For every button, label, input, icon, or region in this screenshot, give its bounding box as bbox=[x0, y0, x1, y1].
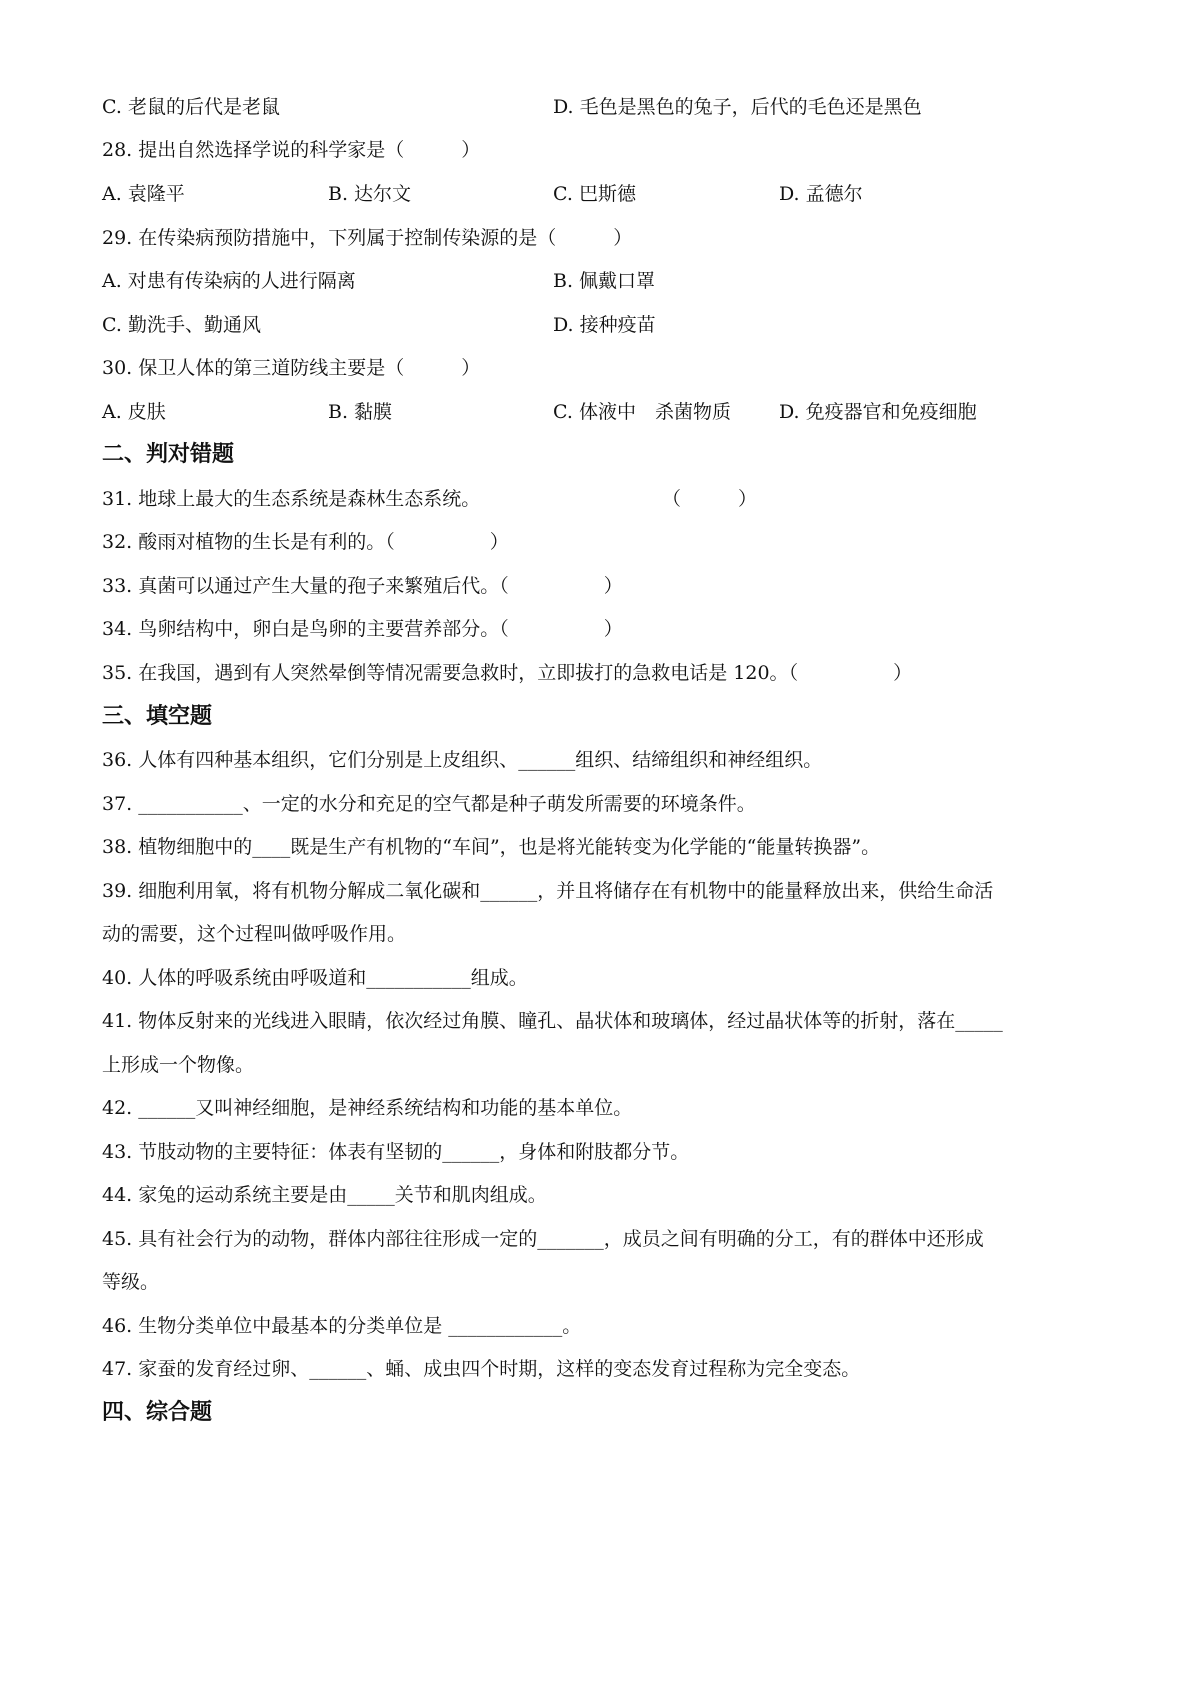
section-heading-true-false: 二、判对错题 bbox=[102, 442, 235, 467]
question-30-option-b: B. 黏膜 bbox=[328, 401, 393, 423]
question-30-stem: 30. 保卫人体的第三道防线主要是（ ） bbox=[102, 357, 481, 379]
question-29-option-b: B. 佩戴口罩 bbox=[553, 270, 656, 292]
question-35: 35. 在我国，遇到有人突然晕倒等情况需要急救时，立即拔打的急救电话是 120。（ ） bbox=[102, 662, 913, 684]
question-39-line-1: 39. 细胞利用氧，将有机物分解成二氧化碳和______，并且将储存在有机物中的能量释放出来，供给生命活 bbox=[102, 880, 994, 902]
option-c: C. 老鼠的后代是老鼠 bbox=[102, 96, 280, 118]
question-43: 43. 节肢动物的主要特征：体表有坚韧的______，身体和附肢都分节。 bbox=[102, 1141, 690, 1163]
question-37: 37. ___________、一定的水分和充足的空气都是种子萌发所需要的环境条件。 bbox=[102, 793, 756, 815]
question-28-option-c: C. 巴斯德 bbox=[553, 183, 636, 205]
question-45-line-1: 45. 具有社会行为的动物，群体内部往往形成一定的_______，成员之间有明确的分工，有的群体中还形成 bbox=[102, 1228, 984, 1250]
question-44: 44. 家兔的运动系统主要是由_____关节和肌肉组成。 bbox=[102, 1184, 547, 1206]
question-34: 34. 鸟卵结构中，卵白是鸟卵的主要营养部分。（ ） bbox=[102, 618, 623, 640]
question-28-option-b: B. 达尔文 bbox=[328, 183, 412, 205]
question-41-line-1: 41. 物体反射来的光线进入眼睛，依次经过角膜、瞳孔、晶状体和玻璃体，经过晶状体等的折射，落在_____ bbox=[102, 1010, 1003, 1032]
question-33: 33. 真菌可以通过产生大量的孢子来繁殖后代。（ ） bbox=[102, 575, 623, 597]
question-29-option-c: C. 勤洗手、勤通风 bbox=[102, 314, 261, 336]
section-heading-fill-in: 三、填空题 bbox=[102, 704, 213, 729]
question-38: 38. 植物细胞中的____既是生产有机物的“车间”，也是将光能转变为化学能的“能量转换器”。 bbox=[102, 836, 881, 858]
question-29-option-d: D. 接种疫苗 bbox=[553, 314, 656, 336]
question-28-option-d: D. 孟德尔 bbox=[779, 183, 863, 205]
question-29-option-a: A. 对患有传染病的人进行隔离 bbox=[102, 270, 356, 292]
question-41-line-2: 上形成一个物像。 bbox=[102, 1054, 255, 1076]
question-39-line-2: 动的需要，这个过程叫做呼吸作用。 bbox=[102, 923, 407, 945]
question-31: 31. 地球上最大的生态系统是森林生态系统。 bbox=[102, 488, 481, 510]
question-31-answer-paren: （ ） bbox=[662, 488, 758, 510]
question-46: 46. 生物分类单位中最基本的分类单位是 ____________。 bbox=[102, 1315, 582, 1337]
question-28-stem: 28. 提出自然选择学说的科学家是（ ） bbox=[102, 139, 481, 161]
question-30-option-a: A. 皮肤 bbox=[102, 401, 166, 423]
question-47: 47. 家蚕的发育经过卵、______、蛹、成虫四个时期，这样的变态发育过程称为完全变态。 bbox=[102, 1358, 861, 1380]
question-40: 40. 人体的呼吸系统由呼吸道和___________组成。 bbox=[102, 967, 528, 989]
question-45-line-2: 等级。 bbox=[102, 1271, 160, 1293]
question-32: 32. 酸雨对植物的生长是有利的。（ ） bbox=[102, 531, 509, 553]
section-heading-comprehensive: 四、综合题 bbox=[102, 1400, 213, 1425]
question-36: 36. 人体有四种基本组织，它们分别是上皮组织、______组织、结缔组织和神经组织。 bbox=[102, 749, 823, 771]
question-30-option-c: C. 体液中 杀菌物质 bbox=[553, 401, 731, 423]
question-30-option-d: D. 免疫器官和免疫细胞 bbox=[779, 401, 977, 423]
question-28-option-a: A. 袁隆平 bbox=[102, 183, 185, 205]
question-42: 42. ______又叫神经细胞，是神经系统结构和功能的基本单位。 bbox=[102, 1097, 633, 1119]
option-d: D. 毛色是黑色的兔子，后代的毛色还是黑色 bbox=[553, 96, 922, 118]
question-29-stem: 29. 在传染病预防措施中，下列属于控制传染源的是（ ） bbox=[102, 227, 633, 249]
